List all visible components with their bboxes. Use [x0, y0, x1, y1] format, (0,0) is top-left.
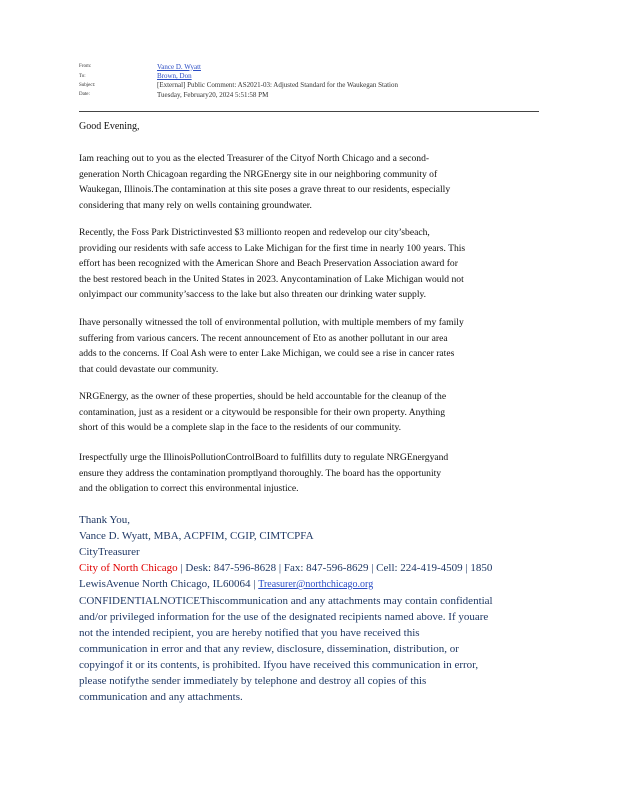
address: LewisAvenue North Chicago, IL60064 |: [79, 578, 259, 590]
confidential-line: copyingof it or its contents, is prohibited. Ifyou have received this communication in error,: [79, 659, 479, 671]
subject-label: Subject:: [79, 82, 96, 88]
to-value-link[interactable]: Brown, Don: [157, 72, 192, 81]
greeting: Good Evening,: [79, 121, 140, 132]
confidential-line: communication and any attachments.: [79, 691, 243, 703]
paragraph-2: [79, 225, 549, 303]
confidential-line: communication in error and that any review, disclosure, dissemination, distribution, or: [79, 643, 459, 655]
email-signature: [79, 512, 549, 705]
email-link[interactable]: Treasurer@northchicago.org: [258, 579, 374, 590]
confidential-line: and/or privileged information for the use of the designated recipients named above. If youare: [79, 611, 489, 623]
body-line: Iam reaching out to you as the elected Treasurer of the Cityof North Chicago and a second-: [79, 153, 430, 164]
from-label: From:: [79, 64, 92, 70]
contact-numbers: | Desk: 847-596-8628 | Fax: 847-596-8629 | Cell: 224-419-4509 | 1850: [177, 562, 493, 574]
signer-title: CityTreasurer: [79, 546, 140, 558]
body-line: providing our residents with safe access to Lake Michigan for the first time in nearly 100 years. This: [79, 242, 466, 254]
paragraph-5: [79, 450, 549, 497]
body-line: Irespectfully urge the IllinoisPollutionControlBoard to fulfillits duty to regulate NRGEnergyand: [79, 452, 449, 463]
body-line: contamination, just as a resident or a citywould be responsible for their own property. Anything: [79, 406, 445, 418]
date-value: Tuesday, February20, 2024 5:51:58 PM: [157, 90, 269, 99]
header-row-subject: [79, 81, 539, 90]
signer-name: Vance D. Wyatt, MBA, ACPFIM, CGIP, CIMTCPFA: [79, 530, 314, 542]
paragraph-3: [79, 315, 549, 377]
header-row-from: [79, 62, 539, 71]
to-label: To:: [79, 73, 86, 79]
body-line: NRGEnergy, as the owner of these properties, should be held accountable for the cleanup of the: [79, 391, 447, 402]
body-line: Waukegan, Illinois.The contamination at this site poses a grave threat to our residents, especially: [79, 184, 451, 195]
paragraph-1: [79, 151, 549, 213]
body-line: onlyimpact our community’saccess to the lake but also threaten our drinking water supply.: [79, 289, 427, 300]
email-header: [79, 62, 539, 100]
subject-value: [External] Public Comment: AS2021-03: Adjusted Standard for the Waukegan Station: [157, 81, 398, 90]
body-line: generation North Chicagoan regarding the NRGEnergy site in our neighboring community of: [79, 168, 438, 180]
header-row-to: [79, 71, 539, 80]
closing: Thank You,: [79, 514, 131, 526]
contact-line: [79, 560, 549, 576]
body-line: that could devastate our community.: [79, 363, 219, 375]
body-line: short of this would be a complete slap in the face to the residents of our community.: [79, 422, 402, 433]
from-value-link[interactable]: Vance D. Wyatt: [157, 62, 201, 71]
body-line: considering that many rely on wells containing groundwater.: [79, 199, 312, 211]
body-line: adds to the concerns. If Coal Ash were to enter Lake Michigan, we could see a rise in cancer rates: [79, 348, 455, 359]
body-line: suffering from various cancers. The recent announcement of Eto as another pollutant in our area: [79, 332, 448, 344]
address-line: [79, 576, 549, 593]
body-line: the best restored beach in the United States in 2023. Anycontamination of Lake Michigan would not: [79, 273, 464, 285]
confidential-line: please notifythe sender immediately by telephone and destroy all copies of this: [79, 675, 427, 687]
organization-name: City of North Chicago: [79, 562, 178, 574]
body-line: and the obligation to correct this environmental injustice.: [79, 483, 299, 494]
body-line: Ihave personally witnessed the toll of environmental pollution, with multiple members of my family: [79, 317, 464, 328]
confidential-line: not the intended recipient, you are hereby notified that you have received this: [79, 627, 420, 639]
header-row-date: [79, 90, 539, 99]
body-line: ensure they address the contamination promptlyand thoroughly. The board has the opportunity: [79, 467, 442, 479]
paragraph-4: [79, 389, 549, 436]
date-label: Date:: [79, 92, 90, 98]
body-line: effort has been recognized with the American Shore and Beach Preservation Association award for: [79, 258, 458, 269]
body-line: Recently, the Foss Park Districtinvested $3 millionto reopen and redevelop our city’sbeach,: [79, 227, 430, 238]
confidential-line: CONFIDENTIALNOTICEThiscommunication and any attachments may contain confidential: [79, 595, 493, 607]
header-divider: [79, 111, 539, 112]
